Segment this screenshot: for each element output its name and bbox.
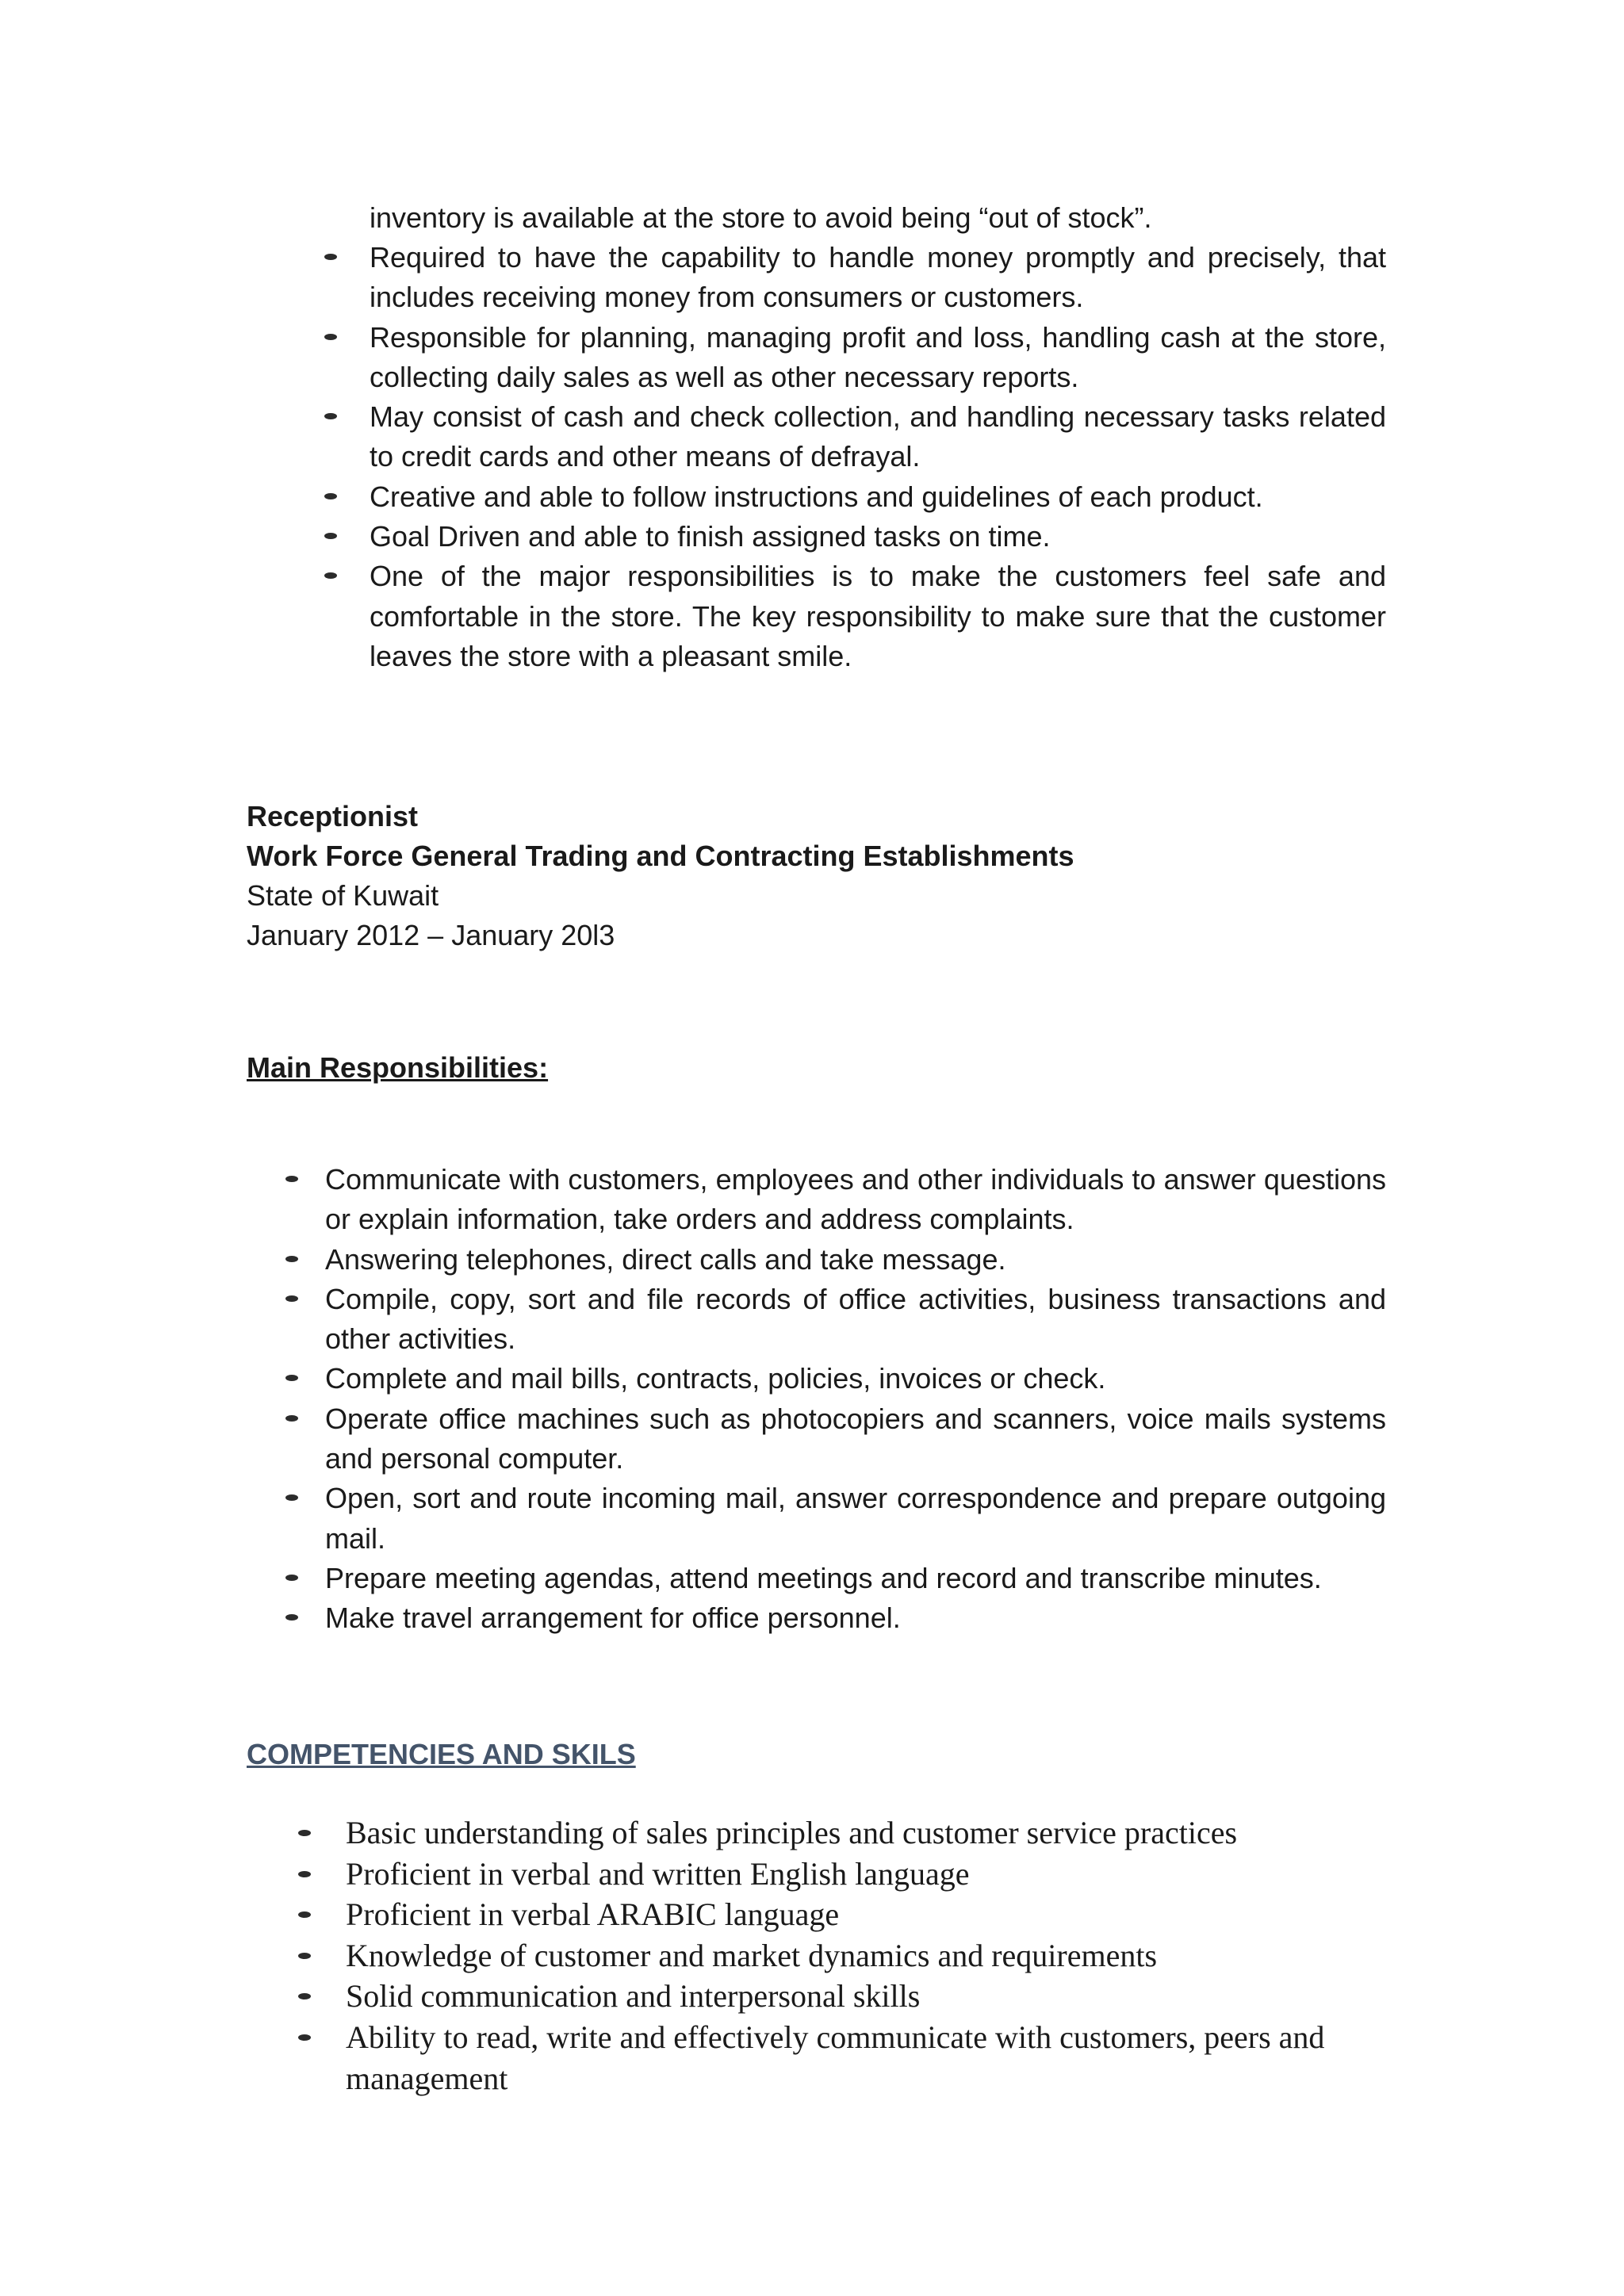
bullet-icon (298, 1911, 311, 1918)
list-item: One of the major responsibilities is to make the customers feel safe and comfortable in the store. The key responsibility to make sure that the customer leaves the store with a pleasant smile. (370, 557, 1386, 676)
job-title: Receptionist (247, 800, 419, 832)
company-name: Work Force General Trading and Contracting Establishments (247, 840, 1074, 872)
list-item: Responsible for planning, managing profit and loss, handling cash at the store, collecting daily sales as well as other necessary reports. (370, 318, 1386, 398)
bullet-icon (298, 1953, 311, 1959)
bullet-icon (285, 1575, 298, 1581)
bullet-icon (285, 1256, 298, 1262)
bullet-icon (285, 1494, 298, 1501)
bullet-icon (298, 1871, 311, 1877)
bullet-icon (285, 1614, 298, 1621)
bullet-icon (298, 2034, 311, 2041)
list-item: Make travel arrangement for office personnel. (325, 1598, 1386, 1638)
list-item: Basic understanding of sales principles and customer service practices (346, 1812, 1386, 1854)
list-item: Ability to read, write and effectively communicate with customers, peers and management (346, 2017, 1386, 2099)
bullet-icon (285, 1295, 298, 1302)
bullet-icon (324, 413, 337, 419)
job-dates: January 2012 – January 20l3 (247, 919, 615, 951)
list-item: Required to have the capability to handle money promptly and precisely, that includes receiving money from consumers or customers. (370, 238, 1386, 318)
bullet-icon (298, 1993, 311, 1999)
list-item: Compile, copy, sort and file records of office activities, business transactions and other activities. (325, 1280, 1386, 1360)
continuation-line: inventory is available at the store to avoid being “out of stock”. (370, 201, 1152, 234)
bullet-icon (324, 572, 337, 579)
list-item: Goal Driven and able to finish assigned tasks on time. (370, 517, 1386, 557)
job-location: State of Kuwait (247, 879, 439, 912)
bullet-icon (324, 334, 337, 340)
responsibilities-list (325, 1160, 1386, 1639)
list-item: Communicate with customers, employees and other individuals to answer questions or explain information, take orders and address complaints. (325, 1160, 1386, 1240)
sales-duties-list (370, 238, 1386, 676)
bullet-icon (285, 1375, 298, 1381)
list-item: Complete and mail bills, contracts, policies, invoices or check. (325, 1359, 1386, 1399)
bullet-icon (324, 254, 337, 260)
bullet-icon (285, 1176, 298, 1182)
list-item: Answering telephones, direct calls and take message. (325, 1240, 1386, 1280)
list-item: Open, sort and route incoming mail, answer correspondence and prepare outgoing mail. (325, 1479, 1386, 1559)
list-item: Knowledge of customer and market dynamics and requirements (346, 1935, 1386, 1976)
responsibilities-heading: Main Responsibilities: (247, 1051, 549, 1084)
list-item: Proficient in verbal and written English language (346, 1854, 1386, 1895)
list-item: Creative and able to follow instructions and guidelines of each product. (370, 477, 1386, 517)
skills-list (346, 1812, 1386, 2099)
list-item: May consist of cash and check collection, and handling necessary tasks related to credit cards and other means of defrayal. (370, 397, 1386, 477)
skills-heading: COMPETENCIES AND SKILS (247, 1738, 636, 1770)
bullet-icon (324, 493, 337, 499)
list-item: Prepare meeting agendas, attend meetings and record and transcribe minutes. (325, 1559, 1386, 1598)
bullet-icon (298, 1830, 311, 1836)
list-item: Solid communication and interpersonal skills (346, 1976, 1386, 2017)
list-item: Operate office machines such as photocopiers and scanners, voice mails systems and personal computer. (325, 1399, 1386, 1479)
bullet-icon (324, 533, 337, 539)
bullet-icon (285, 1415, 298, 1422)
list-item: Proficient in verbal ARABIC language (346, 1894, 1386, 1935)
